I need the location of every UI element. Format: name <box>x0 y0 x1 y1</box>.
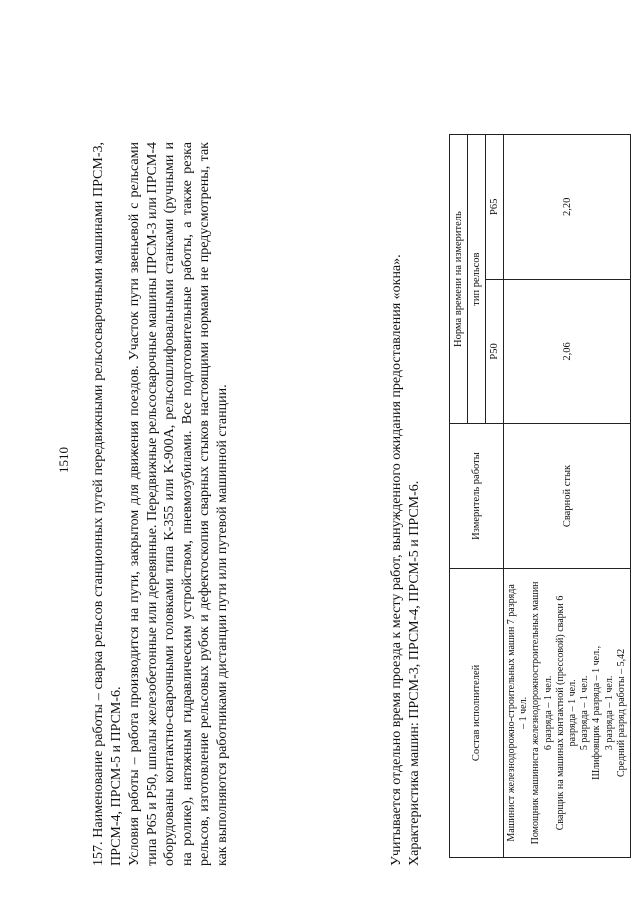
crew-line: Сварщик на машинах контактной (прессовой) сварки 6 <box>554 595 566 831</box>
rotated-page-content <box>56 54 627 866</box>
meter-cell: Сварной стык <box>504 424 631 569</box>
crew-line: разряда – 1 чел. <box>567 679 579 747</box>
norm-table <box>449 134 631 858</box>
crew-line: 5 разряда – 1 чел. <box>579 675 591 751</box>
header-crew: Состав исполнителей <box>450 568 504 857</box>
header-p65: Р65 <box>486 135 504 280</box>
value-p65: 2,20 <box>504 135 631 280</box>
header-p50: Р50 <box>486 279 504 424</box>
header-meter: Измеритель работы <box>450 424 504 569</box>
crew-line: Шлифовщик 4 разряда – 1 чел., <box>591 645 603 780</box>
crew-line: Помощник машиниста железнодорожностроительных машин <box>530 581 542 845</box>
work-heading: 157. Наименование работы – сварка рельсов станционных путей передвижными рельсосварочными машинами ПРСМ-3, ПРСМ-4, ПРСМ-5 и ПРСМ-6. <box>91 142 124 866</box>
travel-time-note: Учитывается отдельно время проезда к месту работ, вынужденного ожидания предоставления «окна». <box>389 254 404 866</box>
crew-line: Машинист железнодорожно-строительных машин 7 разряда <box>506 584 517 842</box>
work-conditions: Условия работы – работа производится на пути, закрытом для движения поездов. Участок пути звеньевой с рельсами типа Р65 и Р50, шпалы железобетонные или деревянные. Передвижные рельсосварочные машины ПРСМ-3 или ПРСМ-4 оборудованы контактно-сварочными головками типа К-355 или К-900А, рельсошлифовальными станками (ручными и на ролике), натяжным гидравлическим устройством, пневмозубилами. Все подготовительные работы, а также резка рельсов, изготовление рельсовых рубок и дефектоскопия сварных стыков настоящими нормами не предусмотрены, так как выполняются работниками дистанции пути или путевой машинной станции. <box>127 142 230 866</box>
crew-line: Средний разряд работы – 5,42 <box>615 648 627 777</box>
page-number: 1510 <box>56 447 71 473</box>
crew-line: 3 разряда – 1 чел. <box>603 675 615 751</box>
header-norm: Норма времени на измеритель <box>450 135 468 424</box>
value-p50: 2,06 <box>504 279 631 424</box>
crew-line: – 1 чел. <box>518 696 530 729</box>
header-rail-type: тип рельсов <box>468 135 486 424</box>
crew-line: 6 разряда – 1 чел. <box>542 675 554 751</box>
crew-cell <box>504 568 631 857</box>
machines-characteristic: Характеристика машин: ПРСМ-3, ПРСМ-4, ПРСМ-5 и ПРСМ-6. <box>407 480 422 866</box>
